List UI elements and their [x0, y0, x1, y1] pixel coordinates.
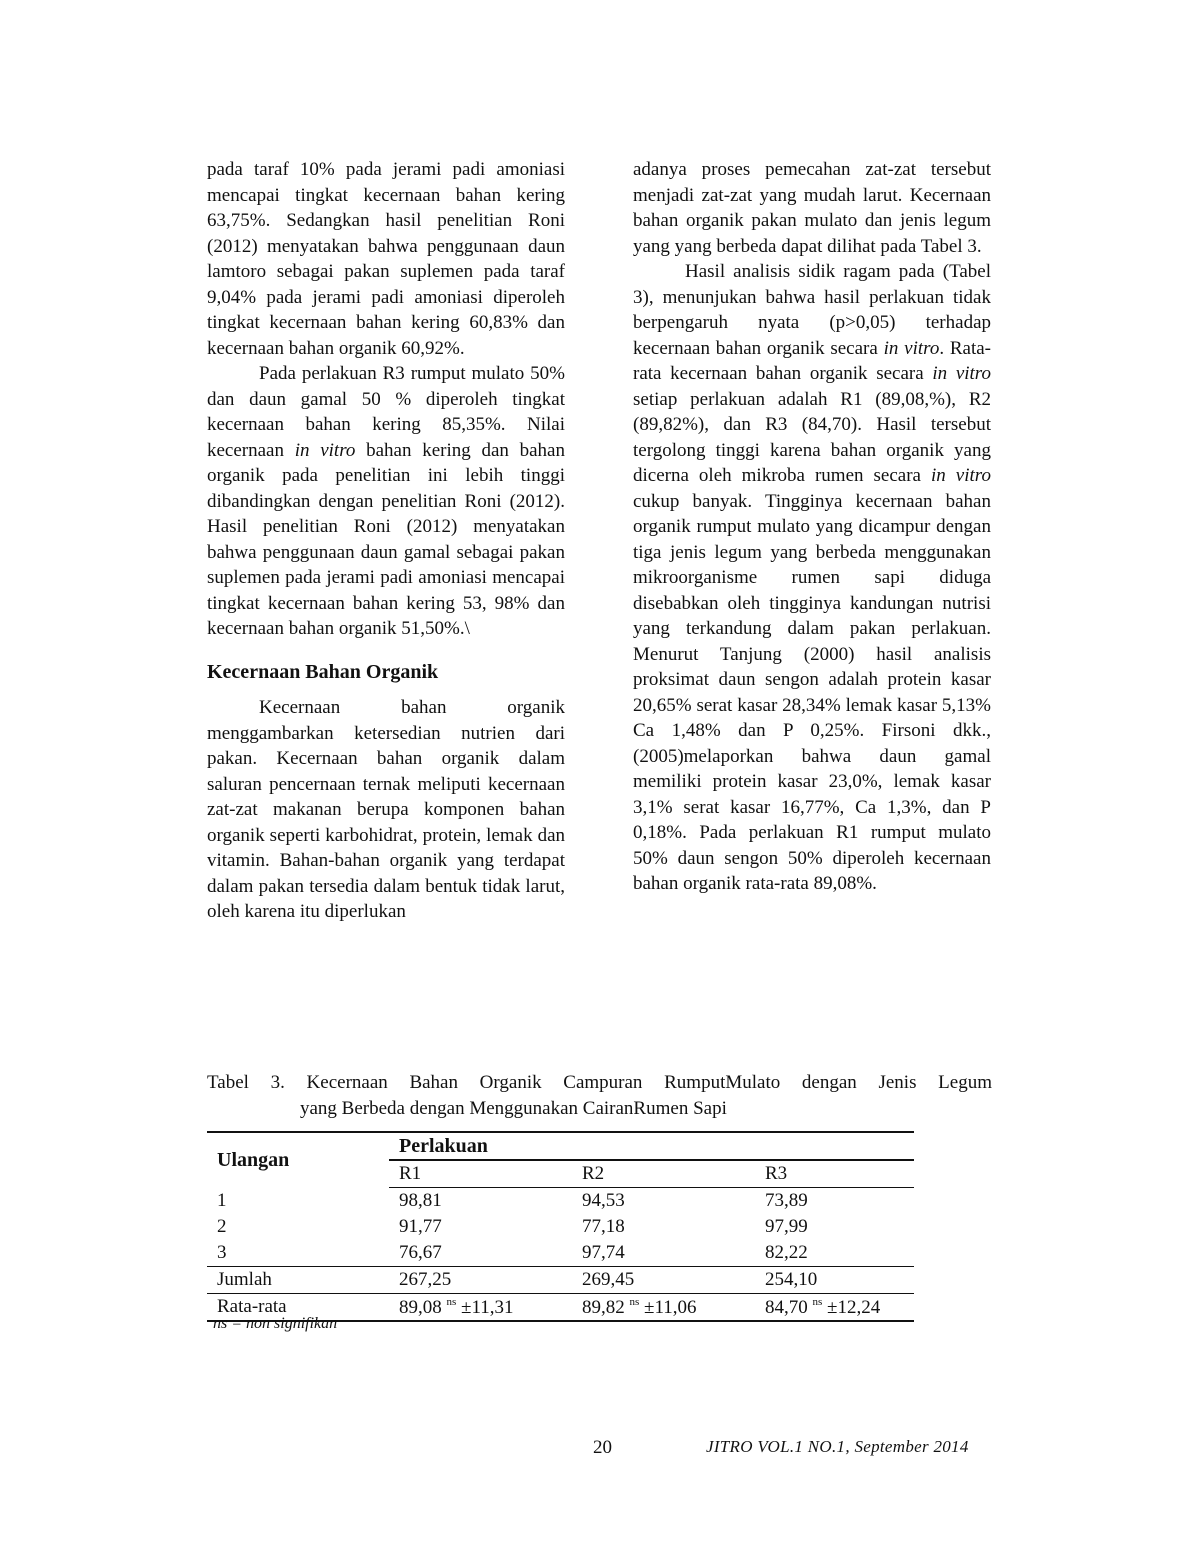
cell: 98,81 [399, 1190, 442, 1211]
cell: 254,10 [755, 1267, 914, 1294]
row-label: 3 [217, 1242, 227, 1263]
paragraph: adanya proses pemecahan zat-zat tersebut menjadi zat-zat yang mudah larut. Kecernaan bahan organik pakan mulato dan jenis legum yang yang berbeda dapat dilihat pada Tabel 3. [633, 159, 991, 257]
cell: 97,99 [765, 1216, 808, 1237]
cell: 269,45 [572, 1267, 755, 1294]
cell: 76,67 [399, 1242, 442, 1263]
caption-line: Tabel 3. Kecernaan Bahan Organik Campuran RumputMulato dengan Jenis Legum [207, 1072, 992, 1093]
row-label: Jumlah [207, 1267, 389, 1294]
cell: 82,22 [765, 1242, 808, 1263]
mean-value: 89,82 [582, 1296, 625, 1318]
ns-marker: ns [446, 1295, 457, 1308]
header-ulangan: Ulangan [207, 1132, 389, 1188]
cell: 73,89 [765, 1190, 808, 1211]
table-row [207, 1188, 914, 1215]
sd-value: ±12,24 [827, 1296, 881, 1318]
header-r2: R2 [572, 1160, 755, 1188]
table-caption [207, 1070, 992, 1122]
table-row-jumlah [207, 1267, 914, 1294]
ns-marker: ns [629, 1295, 640, 1308]
paragraph [633, 259, 991, 897]
italic-term: in vitro [883, 337, 940, 359]
right-column [633, 157, 991, 897]
ns-marker: ns [812, 1295, 823, 1308]
table-row [207, 1240, 914, 1267]
section-heading: Kecernaan Bahan Organik [207, 660, 439, 683]
cell: 267,25 [389, 1267, 572, 1294]
text-span: Pada perlakuan R3 rumput mulato 50% dan daun gamal 50 % diperoleh tingkat kecernaan bahan kering 85,35%. Nilai kecernaan [207, 363, 565, 461]
journal-footer: JITRO VOL.1 NO.1, September 2014 [706, 1437, 969, 1456]
cell: 97,74 [582, 1242, 625, 1263]
sd-value: ±11,31 [461, 1296, 514, 1318]
text-span: setiap perlakuan adalah R1 (89,08,%), R2 (89,82%), dan R3 (84,70). Hasil tersebut tergolong tinggi karena bahan organik yang dicerna oleh mikroba rumen secara [633, 388, 991, 486]
left-column [207, 157, 565, 925]
mean-value: 84,70 [765, 1296, 808, 1318]
cell: 94,53 [582, 1190, 625, 1211]
italic-term: in vitro [931, 465, 991, 486]
cell [389, 1294, 572, 1322]
italic-term: in vitro [294, 439, 356, 461]
caption-line: yang Berbeda dengan Menggunakan CairanRumen Sapi [300, 1098, 727, 1119]
mean-value: 89,08 [399, 1296, 442, 1318]
cell: 77,18 [582, 1216, 625, 1237]
data-table [207, 1131, 914, 1322]
cell [572, 1294, 755, 1322]
table-note: ns = non signifikan [213, 1315, 338, 1332]
italic-term: in vitro [932, 363, 991, 384]
paragraph [207, 361, 565, 642]
text-span: Hasil analisis sidik ragam pada (Tabel 3), menunjukan bahwa hasil perlakuan tidak berpengaruh nyata (p>0,05) terhadap kecernaan bahan organik secara [633, 261, 991, 359]
text-span: cukup banyak. Tingginya kecernaan bahan organik rumput mulato yang dicampur dengan tiga jenis legum yang berbeda menggunakan mikroorganisme rumen sapi diduga disebabkan oleh tingginya kandungan nutrisi yang terkandung dalam pakan perlakuan. Menurut Tanjung (2000) hasil analisis proksimat daun sengon adalah protein kasar 20,65% serat kasar 28,34% lemak kasar 5,13% Ca 1,48% dan P 0,25%. Firsoni dkk., (2005)melaporkan bahwa daun gamal memiliki protein kasar 23,0%, lemak kasar 3,1% serat kasar 16,77%, Ca 1,3%, dan P 0,18%. Pada perlakuan R1 rumput mulato 50% daun sengon 50% diperoleh kecernaan bahan organik rata-rata 89,08%. [633, 490, 991, 894]
paragraph: Kecernaan bahan organik menggambarkan ketersedian nutrien dari pakan. Kecernaan bahan organik dalam saluran pencernaan ternak meliputi kecernaan zat-zat makanan berupa komponen bahan organik seperti karbohidrat, protein, lemak dan vitamin. Bahan-bahan organik yang terdapat dalam pakan tersedia dalam bentuk tidak larut, oleh karena itu diperlukan [207, 697, 565, 922]
row-label: 2 [217, 1216, 227, 1237]
sd-value: ±11,06 [644, 1296, 697, 1318]
row-label: 1 [217, 1189, 227, 1211]
header-r3: R3 [755, 1160, 914, 1188]
cell: 91,77 [399, 1216, 442, 1237]
header-r1: R1 [389, 1160, 572, 1188]
row-label: Rata-rata [207, 1294, 389, 1322]
page-number: 20 [593, 1437, 612, 1458]
text-span: . Rata-rata kecernaan bahan organik secara [633, 337, 991, 384]
text-span: bahan kering dan bahan organik pada penelitian ini lebih tinggi dibandingkan dengan penelitian Roni (2012). Hasil penelitian Roni (2012) menyatakan bahwa penggunaan daun gamal sebagai pakan suplemen pada jerami padi amoniasi mencapai tingkat kecernaan bahan kering 53, 98% dan kecernaan bahan organik 51,50%.\ [207, 439, 565, 639]
paragraph: pada taraf 10% pada jerami padi amoniasi mencapai tingkat kecernaan bahan kering 63,75%. Sedangkan hasil penelitian Roni (2012) menyatakan bahwa penggunaan daun lamtoro sebagai pakan suplemen pada taraf 9,04% pada jerami padi amoniasi diperoleh tingkat kecernaan bahan kering 60,83% dan kecernaan bahan organik 60,92%. [207, 159, 565, 359]
header-perlakuan: Perlakuan [389, 1132, 914, 1160]
cell [755, 1294, 914, 1322]
table-row [207, 1214, 914, 1240]
